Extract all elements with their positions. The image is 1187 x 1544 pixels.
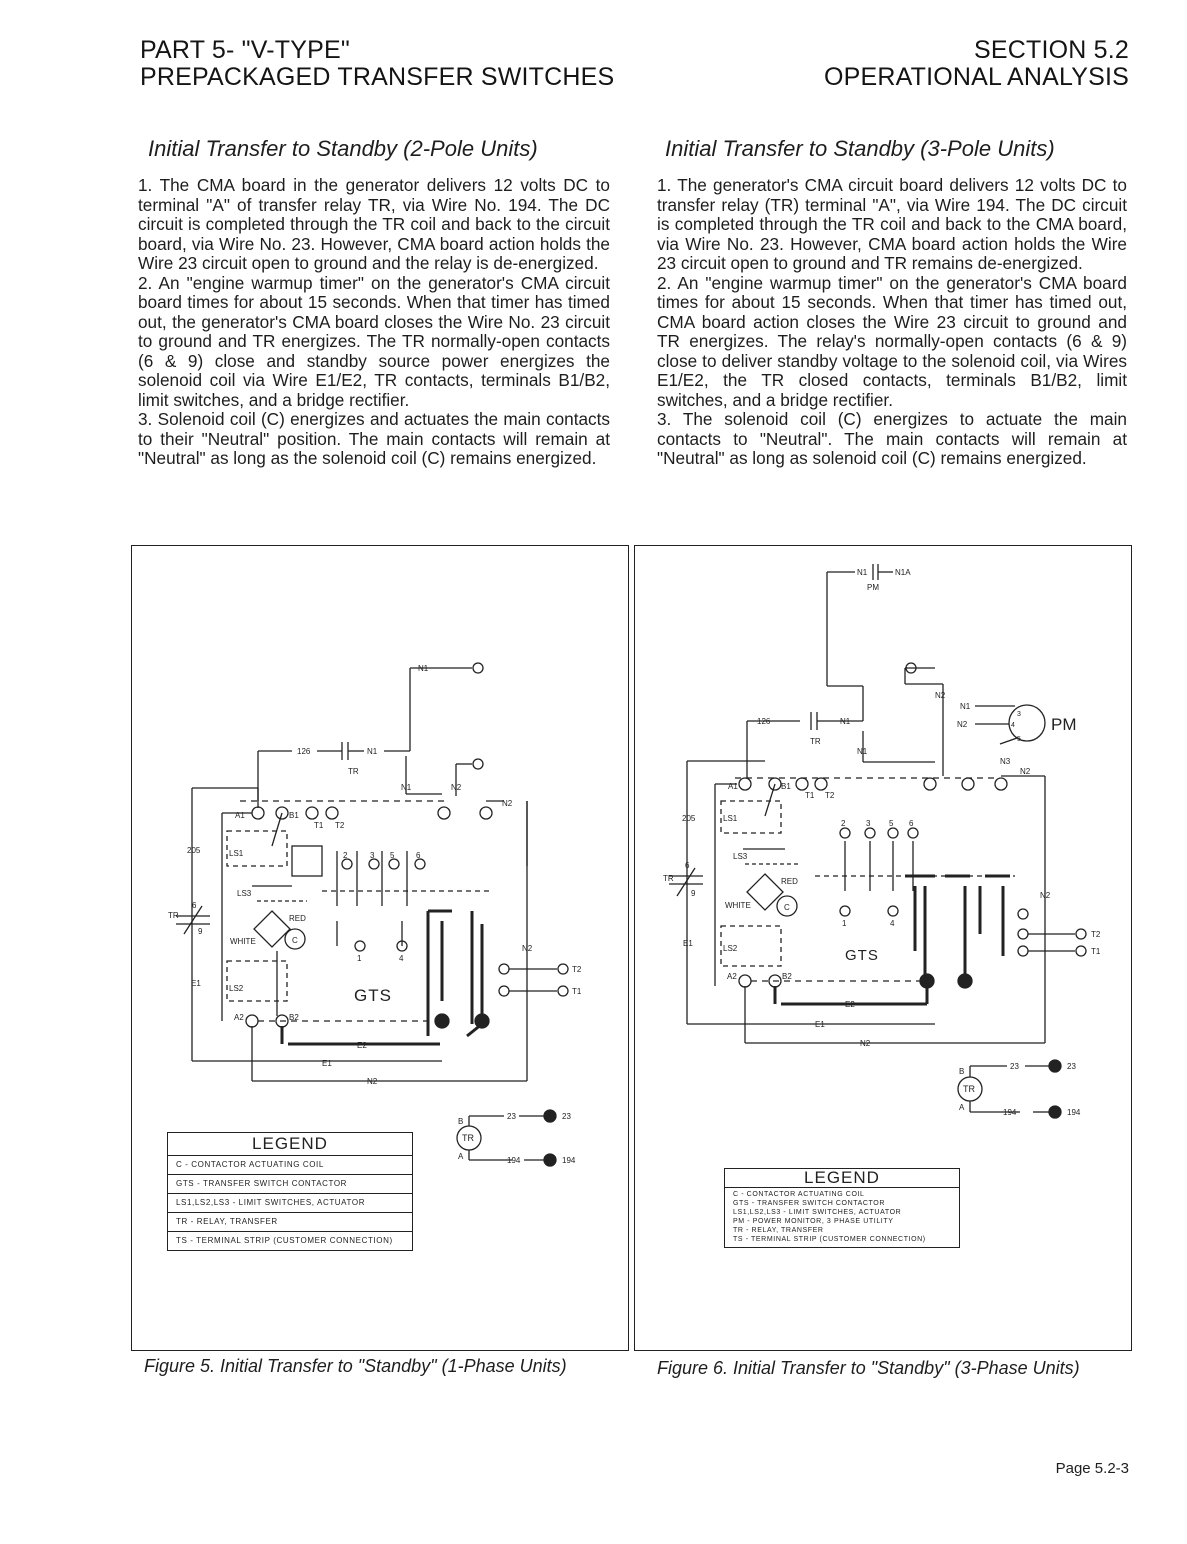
label-num3: 3	[370, 851, 375, 860]
label-194a: 194	[507, 1156, 521, 1165]
label-num1: 1	[842, 919, 847, 928]
label-tr-left: TR	[663, 874, 674, 883]
label-n3: N3	[1000, 757, 1011, 766]
label-t2: T2	[335, 821, 345, 830]
figure-6-caption: Figure 6. Initial Transfer to "Standby" (3-Phase Units)	[657, 1358, 1080, 1378]
label-tr-coil: TR	[462, 1133, 474, 1143]
label-e1: E1	[815, 1020, 825, 1029]
label-ls1: LS1	[229, 849, 244, 858]
part-subtitle: PREPACKAGED TRANSFER SWITCHES	[140, 63, 615, 91]
label-n1: N1	[418, 664, 429, 673]
right-column-text	[657, 176, 1127, 469]
figure-5-caption: Figure 5. Initial Transfer to "Standby" (1-Phase Units)	[144, 1356, 567, 1376]
legend-row: TR - RELAY, TRANSFER	[733, 1227, 824, 1234]
label-num2: 2	[841, 819, 846, 828]
legend-row: LS1,LS2,LS3 - LIMIT SWITCHES, ACTUATOR	[733, 1209, 902, 1216]
label-126: 126	[297, 747, 311, 756]
label-num5: 5	[390, 851, 395, 860]
legend-row: TR - RELAY, TRANSFER	[168, 1212, 412, 1231]
label-n2b: N2	[502, 799, 513, 808]
figure-6-legend	[724, 1168, 960, 1248]
label-n2: N2	[451, 783, 462, 792]
label-ls2: LS2	[723, 944, 738, 953]
label-t2: T2	[825, 791, 835, 800]
label-white: WHITE	[230, 937, 256, 946]
label-a: A	[458, 1152, 464, 1161]
label-n2: N2	[935, 691, 946, 700]
label-n1b: N1	[960, 702, 971, 711]
label-n1b: N1	[367, 747, 378, 756]
legend-row: LS1,LS2,LS3 - LIMIT SWITCHES, ACTUATOR	[168, 1193, 412, 1212]
label-t1: T1	[805, 791, 815, 800]
legend-title: LEGEND	[252, 1134, 328, 1153]
label-t2-out: T2	[1091, 930, 1101, 939]
label-a1: A1	[235, 811, 245, 820]
label-e2: E2	[845, 1000, 855, 1009]
label-a2: A2	[727, 972, 737, 981]
left-paragraph-2: 2. An "engine warmup timer" on the generator's CMA circuit board times for about 15 seconds. When that timer has timed out, the generator's CMA board closes the Wire No. 23 circuit to ground and TR energizes. The TR normally-open contacts (6 & 9) close and standby source power energizes the solenoid coil via Wire E1/E2, TR contacts, terminals B1/B2, limit switches, and a bridge rectifier.	[138, 272, 610, 410]
label-n1d: N1	[857, 747, 868, 756]
label-n1: N1	[857, 568, 868, 577]
section-subtitle: OPERATIONAL ANALYSIS	[823, 63, 1129, 91]
label-n1c: N1	[401, 783, 412, 792]
label-9: 9	[198, 927, 203, 936]
right-paragraph-3: 3. The solenoid coil (C) energizes to actuate the main contacts to "Neutral". The main contacts will remain at "Neutral" as long as solenoid coil (C) remains energized.	[657, 409, 1127, 468]
label-c: C	[292, 936, 298, 945]
label-tr-left: TR	[168, 911, 179, 920]
label-num6: 6	[909, 819, 914, 828]
label-n1c: N1	[840, 717, 851, 726]
label-194a: 194	[1003, 1108, 1017, 1117]
legend-row: TS - TERMINAL STRIP (CUSTOMER CONNECTION)	[168, 1231, 412, 1250]
section-title: SECTION 5.2	[973, 36, 1129, 64]
label-pm3: 3	[1017, 711, 1021, 718]
label-t1: T1	[314, 821, 324, 830]
label-a1: A1	[728, 782, 738, 791]
label-gts: GTS	[354, 986, 392, 1005]
legend-row: GTS - TRANSFER SWITCH CONTACTOR	[168, 1174, 412, 1193]
label-e1: E1	[322, 1059, 332, 1068]
label-23b: 23	[1067, 1062, 1076, 1071]
label-gts: GTS	[845, 947, 879, 964]
label-n2b: N2	[957, 720, 968, 729]
label-num3: 3	[866, 819, 871, 828]
label-ls3: LS3	[733, 852, 748, 861]
right-paragraph-1: 1. The generator's CMA circuit board delivers 12 volts DC to transfer relay (TR) terminal "A", via Wire 194. The DC circuit is completed through the TR coil and back to the CMA board, via Wire No. 23. However, CMA board action holds the Wire 23 circuit open to ground and TR remains de-energized.	[657, 175, 1127, 273]
label-t1-out: T1	[572, 987, 582, 996]
label-n2c: N2	[367, 1077, 378, 1086]
label-ls3: LS3	[237, 889, 252, 898]
label-red: RED	[781, 877, 798, 886]
section-heading	[824, 37, 1129, 91]
label-e2: E2	[357, 1041, 367, 1050]
label-e1-left: E1	[683, 939, 693, 948]
legend-title: LEGEND	[725, 1169, 959, 1188]
label-n2d: N2	[860, 1039, 871, 1048]
label-a2: A2	[234, 1013, 244, 1022]
left-column-title: Initial Transfer to Standby (2-Pole Units)	[148, 136, 538, 161]
label-9: 9	[691, 889, 696, 898]
label-pm5: 5	[1017, 736, 1021, 743]
label-ls1: LS1	[723, 814, 738, 823]
label-tr: TR	[810, 737, 821, 746]
left-column-text	[138, 176, 610, 469]
label-6: 6	[192, 901, 197, 910]
label-6: 6	[685, 861, 690, 870]
label-205: 205	[682, 814, 696, 823]
label-ls2: LS2	[229, 984, 244, 993]
left-paragraph-3: 3. Solenoid coil (C) energizes and actuates the main contacts to their "Neutral" position. The main contacts will remain at "Neutral" as long as the solenoid coil (C) remains energized.	[138, 409, 610, 468]
label-205: 205	[187, 846, 201, 855]
label-pm: PM	[867, 583, 879, 592]
label-t1-out: T1	[1091, 947, 1101, 956]
label-b2: B2	[782, 972, 792, 981]
label-b: B	[959, 1067, 965, 1076]
label-194b: 194	[562, 1156, 576, 1165]
label-red: RED	[289, 914, 306, 923]
label-c: C	[784, 903, 790, 912]
legend-row: C - CONTACTOR ACTUATING COIL	[733, 1191, 865, 1198]
label-b1: B1	[781, 782, 791, 791]
label-n2d: N2	[522, 944, 533, 953]
label-e1-left: E1	[191, 979, 201, 988]
figure-5-legend	[167, 1132, 413, 1251]
label-num4: 4	[399, 954, 404, 963]
page-number: Page 5.2-3	[1055, 1460, 1129, 1477]
label-n1a: N1A	[895, 568, 911, 577]
label-b: B	[458, 1117, 464, 1126]
label-23a: 23	[507, 1112, 516, 1121]
label-num1: 1	[357, 954, 362, 963]
label-pm4: 4	[1011, 722, 1015, 729]
label-tr-coil: TR	[963, 1084, 975, 1094]
legend-row: TS - TERMINAL STRIP (CUSTOMER CONNECTION)	[733, 1236, 926, 1243]
label-b1: B1	[289, 811, 299, 820]
label-n2e: N2	[1040, 891, 1051, 900]
legend-row: C - CONTACTOR ACTUATING COIL	[168, 1155, 412, 1174]
left-paragraph-1: 1. The CMA board in the generator delivers 12 volts DC to terminal "A" of transfer relay TR, via Wire No. 194. The DC circuit is completed through the TR coil and back to the circuit board, via Wire No. 23. However, CMA board action holds the Wire 23 circuit open to ground and the relay is de-energized.	[138, 175, 610, 273]
right-paragraph-2: 2. An "engine warmup timer" on the generator's CMA board times for about 15 seconds. When that timer has timed out, CMA board action closes the Wire 23 circuit to ground and TR energizes. The relay's normally-open contacts (6 & 9) close to deliver standby voltage to the solenoid coil, via Wires E1/E2, the TR closed contacts, terminals B1/B2, limit switches, and a bridge rectifier.	[657, 272, 1127, 410]
label-n2c: N2	[1020, 767, 1031, 776]
label-126: 126	[757, 717, 771, 726]
part-heading	[140, 37, 614, 91]
label-t2-out: T2	[572, 965, 582, 974]
legend-row: GTS - TRANSFER SWITCH CONTACTOR	[733, 1200, 885, 1207]
label-a: A	[959, 1103, 965, 1112]
label-num2: 2	[343, 851, 348, 860]
label-num6: 6	[416, 851, 421, 860]
label-b2: B2	[289, 1013, 299, 1022]
label-white: WHITE	[725, 901, 751, 910]
part-title: PART 5- "V-TYPE"	[140, 36, 350, 64]
label-23a: 23	[1010, 1062, 1019, 1071]
label-194b: 194	[1067, 1108, 1081, 1117]
label-tr: TR	[348, 767, 359, 776]
label-23b: 23	[562, 1112, 571, 1121]
label-num4: 4	[890, 919, 895, 928]
label-pm-big: PM	[1051, 715, 1077, 734]
legend-body	[725, 1188, 959, 1247]
right-column-title: Initial Transfer to Standby (3-Pole Units)	[665, 136, 1055, 161]
label-num5: 5	[889, 819, 894, 828]
legend-row: PM - POWER MONITOR, 3 PHASE UTILITY	[733, 1218, 894, 1225]
